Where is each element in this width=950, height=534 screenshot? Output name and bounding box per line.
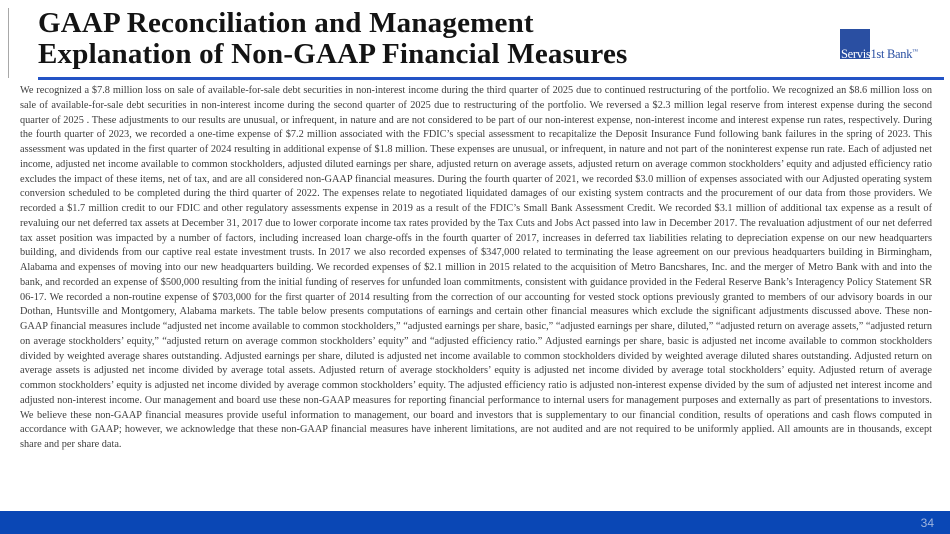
logo-wordmark-servis: Servis bbox=[841, 47, 871, 61]
page-title bbox=[38, 8, 628, 70]
page-title-line-2: Explanation of Non-GAAP Financial Measures bbox=[38, 38, 628, 70]
servisfirst-bank-logo bbox=[840, 29, 944, 63]
trademark-symbol: ™ bbox=[912, 49, 918, 55]
footer-bar bbox=[0, 511, 950, 534]
gaap-reconciliation-paragraph: We recognized a $7.8 million loss on sale of available-for-sale debt securities in non-interest income during the third quarter of 2025 due to continued restructuring of the portfolio. We recognized an $8.6 million loss on sale of available-for-sale debt securities in non-interest income during the second quarter of 2025 due to restructuring of the portfolio. We reversed a $2.3 million legal reserve from interest expense during the second quarter of 2025 . These adjustments to our results are unusual, or infrequent, in nature and are not considered to be part of our non-interest expense, non-interest income and interest expense run rates, respectively. During the fourth quarter of 2023, we recorded a one-time expense of $7.2 million associated with the FDIC’s special assessment to recapitalize the Deposit Insurance Fund following bank failures in the spring of 2023. This assessment was updated in the first quarter of 2024 resulting in additional expense of $1.8 million. These expenses are unusual, or infrequent, in nature and not part of the noninterest expense run rate. Each of adjusted net income, adjusted net income available to common stockholders, adjusted diluted earnings per share, adjusted return on average assets, adjusted return on average common stockholders’ equity and adjusted efficiency ratio excludes the impact of these items, net of tax, and are all considered non-GAAP financial measures. During the fourth quarter of 2021, we recorded $3.0 million of expenses associated with our Adjusted operating system conversion scheduled to be completed during the third quarter of 2022. The expenses relate to negotiated liquidated damages of our existing system contracts and the procurement of our data from those providers. We recorded a $1.7 million credit to our FDIC and other regulatory assessments expense in 2019 as a result of the FDIC’s Small Bank Assessment Credit. We recorded $3.1 million of additional tax expense as a result of revaluing our net deferred tax assets at December 31, 2017 due to lower corporate income tax rates provided by the Tax Cuts and Jobs Act passed into law in December 2017. The revaluation adjustment of our net deferred tax asset position was impacted by a number of factors, including increased loan charge-offs in the fourth quarter of 2017, increases in deferred tax liabilities relating to depreciation expense on our new headquarters building, and dividends from our captive real estate investment trusts. In 2017 we also recorded expenses of $347,000 related to terminating the lease agreement on our previous headquarters building in Birmingham, Alabama and expenses of moving into our new headquarters building. We recorded expenses of $2.1 million in 2015 related to the acquisition of Metro Bancshares, Inc. and the merger of Metro Bank with and into the bank, and recorded an expense of $500,000 resulting from the initial funding of reserves for unfunded loan commitments, consistent with guidance provided in the Federal Reserve Bank’s Interagency Policy Statement SR 06-17. We recorded a non-routine expense of $703,000 for the first quarter of 2014 resulting from the correction of our accounting for vested stock options previously granted to members of our advisory boards in our Dothan, Huntsville and Montgomery, Alabama markets. The table below presents computations of earnings and certain other financial measures which exclude the significant adjustments discussed above. These non-GAAP financial measures include “adjusted net income available to common stockholders,” “adjusted earnings per share, basic,” “adjusted earnings per share, diluted,” “adjusted return on average assets,” “adjusted return on average stockholders’ equity,” “adjusted return on average common stockholders’ equity” and “adjusted efficiency ratio.” Adjusted earnings per share, basic is adjusted net income available to common stockholders divided by weighted average shares outstanding. Adjusted earnings per share, diluted is adjusted net income available to common stockholders divided by weighted average diluted shares outstanding. Adjusted return on average assets is adjusted net income divided by average total assets. Adjusted return of average stockholders’ equity is adjusted net income divided by average total stockholders’ equity. Adjusted return of average common stockholders’ equity is adjusted net income divided by average common stockholders’ equity. The adjusted efficiency ratio is adjusted non-interest expense divided by the sum of adjusted net interest income and adjusted non-interest income. Our management and board use these non-GAAP measures for reporting financial performance to internal users for management purposes and externally as part of presentations to investors. We believe these non-GAAP financial measures provide useful information to management, our board and investors that is supplementary to our financial condition, results of operations and cash flows computed in accordance with GAAP; however, we acknowledge that these non-GAAP financial measures have inherent limitations, are not audited and are not required to be uniformly applied. All amounts are in thousands, except share and per share data. bbox=[20, 85, 932, 450]
page-number: 34 bbox=[920, 516, 934, 530]
logo-wordmark bbox=[841, 45, 918, 61]
left-edge-divider bbox=[8, 8, 9, 78]
page-title-line-1: GAAP Reconciliation and Management bbox=[38, 7, 534, 39]
logo-wordmark-1st-bank: 1st Bank bbox=[870, 47, 913, 61]
title-underline-rule bbox=[38, 77, 944, 80]
